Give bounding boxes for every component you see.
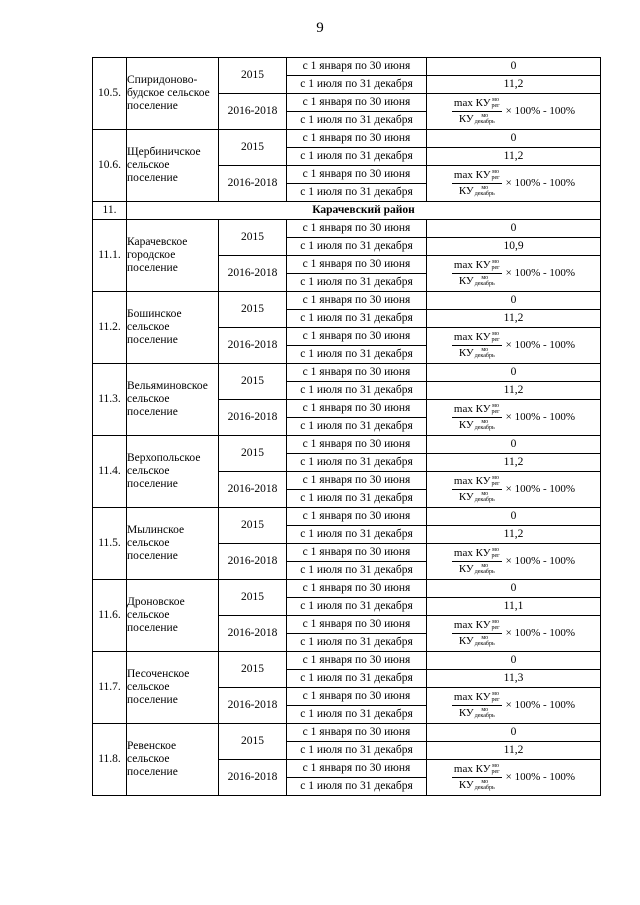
period-cell: с 1 января по 30 июня (287, 94, 427, 112)
period-cell: с 1 июля по 31 декабря (287, 742, 427, 760)
formula-max-text: max КУ (453, 619, 491, 631)
year-cell: 2016-2018 (219, 544, 287, 580)
settlement-number: 11.2. (93, 292, 127, 364)
formula-numerator-sub: рег (491, 409, 500, 416)
formula-fraction (452, 619, 502, 648)
growth-formula (427, 760, 600, 795)
formula-denominator-sup: мо (481, 491, 489, 498)
formula-numerator-sub: рег (491, 103, 500, 110)
formula-fraction (452, 331, 502, 360)
table-row (93, 724, 601, 742)
formula-max-text: max КУ (453, 169, 491, 181)
formula-max-text: max КУ (453, 691, 491, 703)
year-cell: 2015 (219, 436, 287, 472)
formula-cell (427, 472, 601, 508)
table-row (93, 580, 601, 598)
formula-denominator-text: КУ (458, 347, 474, 359)
formula-denominator-text: КУ (458, 635, 474, 647)
period-cell: с 1 января по 30 июня (287, 220, 427, 238)
table-row (93, 508, 601, 526)
settlement-name: Мылинское сельское поселение (127, 508, 219, 580)
period-cell: с 1 января по 30 июня (287, 166, 427, 184)
period-cell: с 1 января по 30 июня (287, 688, 427, 706)
formula-denominator (459, 634, 495, 648)
year-cell: 2016-2018 (219, 688, 287, 724)
period-cell: с 1 января по 30 июня (287, 652, 427, 670)
formula-denominator-sub: декабрь (474, 119, 495, 126)
value-cell: 0 (427, 130, 601, 148)
year-cell: 2016-2018 (219, 400, 287, 436)
growth-formula (427, 472, 600, 507)
period-cell: с 1 января по 30 июня (287, 58, 427, 76)
table-row (93, 652, 601, 670)
period-cell: с 1 июля по 31 декабря (287, 418, 427, 436)
formula-denominator-sub: декабрь (474, 641, 495, 648)
formula-numerator (452, 475, 502, 490)
period-cell: с 1 июля по 31 декабря (287, 76, 427, 94)
formula-numerator-sup: мо (492, 475, 499, 482)
year-cell: 2015 (219, 724, 287, 760)
formula-numerator-sub: рег (491, 769, 500, 776)
settlement-name: Дроновское сельское поселение (127, 580, 219, 652)
value-cell: 0 (427, 580, 601, 598)
formula-numerator-sup: мо (492, 547, 499, 554)
formula-denominator-text: КУ (458, 275, 474, 287)
table-row (93, 364, 601, 382)
period-cell: с 1 января по 30 июня (287, 400, 427, 418)
formula-numerator-sup: мо (492, 169, 499, 176)
formula-denominator-text: КУ (458, 707, 474, 719)
formula-cell (427, 94, 601, 130)
formula-denominator-sup: мо (481, 563, 489, 570)
formula-cell (427, 328, 601, 364)
period-cell: с 1 июля по 31 декабря (287, 148, 427, 166)
settlement-number: 11.5. (93, 508, 127, 580)
formula-numerator (452, 763, 502, 778)
formula-numerator-sub: рег (491, 625, 500, 632)
formula-numerator-sup: мо (492, 259, 499, 266)
formula-denominator-sub: декабрь (474, 425, 495, 432)
formula-cell (427, 256, 601, 292)
formula-fraction (452, 169, 502, 198)
settlement-name: Щербиничское сельское поселение (127, 130, 219, 202)
formula-max-text: max КУ (453, 763, 491, 775)
year-cell: 2016-2018 (219, 94, 287, 130)
period-cell: с 1 января по 30 июня (287, 292, 427, 310)
year-cell: 2016-2018 (219, 328, 287, 364)
formula-tail: × 100% - 100% (505, 267, 576, 279)
table-row (93, 58, 601, 76)
period-cell: с 1 июля по 31 декабря (287, 310, 427, 328)
growth-formula (427, 688, 600, 723)
value-cell: 0 (427, 724, 601, 742)
formula-tail: × 100% - 100% (505, 105, 576, 117)
formula-tail: × 100% - 100% (505, 627, 576, 639)
formula-denominator-sup: мо (481, 275, 489, 282)
formula-max-text: max КУ (453, 97, 491, 109)
formula-denominator-text: КУ (458, 113, 474, 125)
formula-numerator-sup: мо (492, 403, 499, 410)
period-cell: с 1 января по 30 июня (287, 580, 427, 598)
period-cell: с 1 июля по 31 декабря (287, 562, 427, 580)
formula-max-text: max КУ (453, 259, 491, 271)
formula-cell (427, 760, 601, 796)
value-cell: 11,2 (427, 526, 601, 544)
formula-fraction (452, 763, 502, 792)
settlement-number: 11.3. (93, 364, 127, 436)
formula-denominator (459, 490, 495, 504)
period-cell: с 1 июля по 31 декабря (287, 184, 427, 202)
formula-tail: × 100% - 100% (505, 699, 576, 711)
formula-numerator (452, 403, 502, 418)
period-cell: с 1 июля по 31 декабря (287, 598, 427, 616)
formula-denominator (459, 706, 495, 720)
value-cell: 11,2 (427, 310, 601, 328)
year-cell: 2015 (219, 130, 287, 166)
table-row (93, 130, 601, 148)
tariff-table (92, 57, 601, 796)
formula-numerator-sup: мо (492, 763, 499, 770)
period-cell: с 1 января по 30 июня (287, 256, 427, 274)
formula-max-text: max КУ (453, 403, 491, 415)
period-cell: с 1 июля по 31 декабря (287, 706, 427, 724)
formula-denominator-sub: декабрь (474, 353, 495, 360)
formula-fraction (452, 547, 502, 576)
formula-denominator-text: КУ (458, 491, 474, 503)
formula-numerator (452, 169, 502, 184)
formula-tail: × 100% - 100% (505, 555, 576, 567)
period-cell: с 1 июля по 31 декабря (287, 778, 427, 796)
value-cell: 0 (427, 508, 601, 526)
period-cell: с 1 января по 30 июня (287, 760, 427, 778)
formula-denominator (459, 778, 495, 792)
formula-max-text: max КУ (453, 547, 491, 559)
value-cell: 0 (427, 58, 601, 76)
value-cell: 0 (427, 364, 601, 382)
year-cell: 2015 (219, 220, 287, 256)
formula-denominator-sub: декабрь (474, 713, 495, 720)
year-cell: 2015 (219, 292, 287, 328)
period-cell: с 1 июля по 31 декабря (287, 346, 427, 364)
settlement-name: Верхопольское сельское поселение (127, 436, 219, 508)
settlement-number: 10.5. (93, 58, 127, 130)
year-cell: 2015 (219, 508, 287, 544)
settlement-name: Ревенское сельское поселение (127, 724, 219, 796)
formula-denominator (459, 418, 495, 432)
year-cell: 2015 (219, 652, 287, 688)
formula-cell (427, 166, 601, 202)
period-cell: с 1 июля по 31 декабря (287, 490, 427, 508)
formula-denominator-sub: декабрь (474, 497, 495, 504)
formula-max-text: max КУ (453, 331, 491, 343)
formula-fraction (452, 475, 502, 504)
formula-numerator-sup: мо (492, 331, 499, 338)
formula-fraction (452, 691, 502, 720)
year-cell: 2015 (219, 364, 287, 400)
formula-denominator-sub: декабрь (474, 191, 495, 198)
growth-formula (427, 400, 600, 435)
period-cell: с 1 января по 30 июня (287, 130, 427, 148)
formula-denominator-sub: декабрь (474, 785, 495, 792)
growth-formula (427, 256, 600, 291)
formula-cell (427, 688, 601, 724)
period-cell: с 1 июля по 31 декабря (287, 634, 427, 652)
growth-formula (427, 616, 600, 651)
growth-formula (427, 328, 600, 363)
formula-denominator (459, 184, 495, 198)
formula-denominator (459, 112, 495, 126)
settlement-name: Карачевское городское поселение (127, 220, 219, 292)
district-row (93, 202, 601, 220)
formula-denominator (459, 562, 495, 576)
settlement-name: Песоченское сельское поселение (127, 652, 219, 724)
formula-numerator (452, 547, 502, 562)
formula-cell (427, 544, 601, 580)
formula-numerator-sub: рег (491, 337, 500, 344)
period-cell: с 1 июля по 31 декабря (287, 526, 427, 544)
value-cell: 11,2 (427, 454, 601, 472)
period-cell: с 1 июля по 31 декабря (287, 670, 427, 688)
formula-denominator (459, 274, 495, 288)
value-cell: 0 (427, 652, 601, 670)
formula-fraction (452, 97, 502, 126)
formula-numerator (452, 619, 502, 634)
period-cell: с 1 января по 30 июня (287, 544, 427, 562)
value-cell: 0 (427, 220, 601, 238)
formula-denominator-sub: декабрь (474, 281, 495, 288)
formula-numerator (452, 259, 502, 274)
formula-denominator-sub: декабрь (474, 569, 495, 576)
period-cell: с 1 июля по 31 декабря (287, 112, 427, 130)
value-cell: 11,2 (427, 742, 601, 760)
formula-max-text: max КУ (453, 475, 491, 487)
formula-tail: × 100% - 100% (505, 411, 576, 423)
value-cell: 0 (427, 436, 601, 454)
period-cell: с 1 июля по 31 декабря (287, 238, 427, 256)
year-cell: 2016-2018 (219, 166, 287, 202)
period-cell: с 1 января по 30 июня (287, 724, 427, 742)
table-row (93, 292, 601, 310)
formula-numerator-sub: рег (491, 481, 500, 488)
value-cell: 10,9 (427, 238, 601, 256)
formula-denominator-text: КУ (458, 185, 474, 197)
period-cell: с 1 января по 30 июня (287, 328, 427, 346)
settlement-number: 11.8. (93, 724, 127, 796)
period-cell: с 1 января по 30 июня (287, 364, 427, 382)
page-number: 9 (316, 20, 324, 36)
formula-tail: × 100% - 100% (505, 339, 576, 351)
value-cell: 0 (427, 292, 601, 310)
period-cell: с 1 января по 30 июня (287, 508, 427, 526)
period-cell: с 1 июля по 31 декабря (287, 454, 427, 472)
formula-denominator-text: КУ (458, 563, 474, 575)
settlement-name: Бошинское сельское поселение (127, 292, 219, 364)
formula-tail: × 100% - 100% (505, 771, 576, 783)
formula-numerator-sup: мо (492, 619, 499, 626)
district-name: Карачевский район (127, 202, 601, 220)
settlement-name: Спиридоново-будское сельское поселение (127, 58, 219, 130)
formula-numerator (452, 331, 502, 346)
value-cell: 11,1 (427, 598, 601, 616)
formula-tail: × 100% - 100% (505, 483, 576, 495)
growth-formula (427, 544, 600, 579)
formula-numerator (452, 691, 502, 706)
settlement-number: 11.6. (93, 580, 127, 652)
formula-numerator-sub: рег (491, 697, 500, 704)
value-cell: 11,2 (427, 148, 601, 166)
settlement-number: 11.4. (93, 436, 127, 508)
formula-numerator-sup: мо (492, 691, 499, 698)
formula-denominator (459, 346, 495, 360)
formula-numerator (452, 97, 502, 112)
table-row (93, 436, 601, 454)
settlement-number: 11.1. (93, 220, 127, 292)
growth-formula (427, 94, 600, 129)
formula-denominator-text: КУ (458, 779, 474, 791)
formula-denominator-sup: мо (481, 185, 489, 192)
district-number: 11. (93, 202, 127, 220)
year-cell: 2016-2018 (219, 256, 287, 292)
formula-numerator-sup: мо (492, 97, 499, 104)
formula-cell (427, 400, 601, 436)
formula-denominator-sup: мо (481, 113, 489, 120)
settlement-number: 10.6. (93, 130, 127, 202)
value-cell: 11,3 (427, 670, 601, 688)
year-cell: 2015 (219, 580, 287, 616)
formula-fraction (452, 259, 502, 288)
formula-tail: × 100% - 100% (505, 177, 576, 189)
formula-fraction (452, 403, 502, 432)
formula-cell (427, 616, 601, 652)
formula-denominator-text: КУ (458, 419, 474, 431)
formula-denominator-sup: мо (481, 635, 489, 642)
formula-denominator-sup: мо (481, 707, 489, 714)
year-cell: 2016-2018 (219, 472, 287, 508)
formula-numerator-sub: рег (491, 265, 500, 272)
year-cell: 2016-2018 (219, 760, 287, 796)
period-cell: с 1 января по 30 июня (287, 436, 427, 454)
period-cell: с 1 января по 30 июня (287, 472, 427, 490)
period-cell: с 1 января по 30 июня (287, 616, 427, 634)
value-cell: 11,2 (427, 382, 601, 400)
formula-denominator-sup: мо (481, 779, 489, 786)
formula-denominator-sup: мо (481, 419, 489, 426)
growth-formula (427, 166, 600, 201)
settlement-name: Вельяминовское сельское поселение (127, 364, 219, 436)
value-cell: 11,2 (427, 76, 601, 94)
settlement-number: 11.7. (93, 652, 127, 724)
formula-numerator-sub: рег (491, 175, 500, 182)
period-cell: с 1 июля по 31 декабря (287, 382, 427, 400)
period-cell: с 1 июля по 31 декабря (287, 274, 427, 292)
formula-numerator-sub: рег (491, 553, 500, 560)
formula-denominator-sup: мо (481, 347, 489, 354)
year-cell: 2015 (219, 58, 287, 94)
table-row (93, 220, 601, 238)
year-cell: 2016-2018 (219, 616, 287, 652)
